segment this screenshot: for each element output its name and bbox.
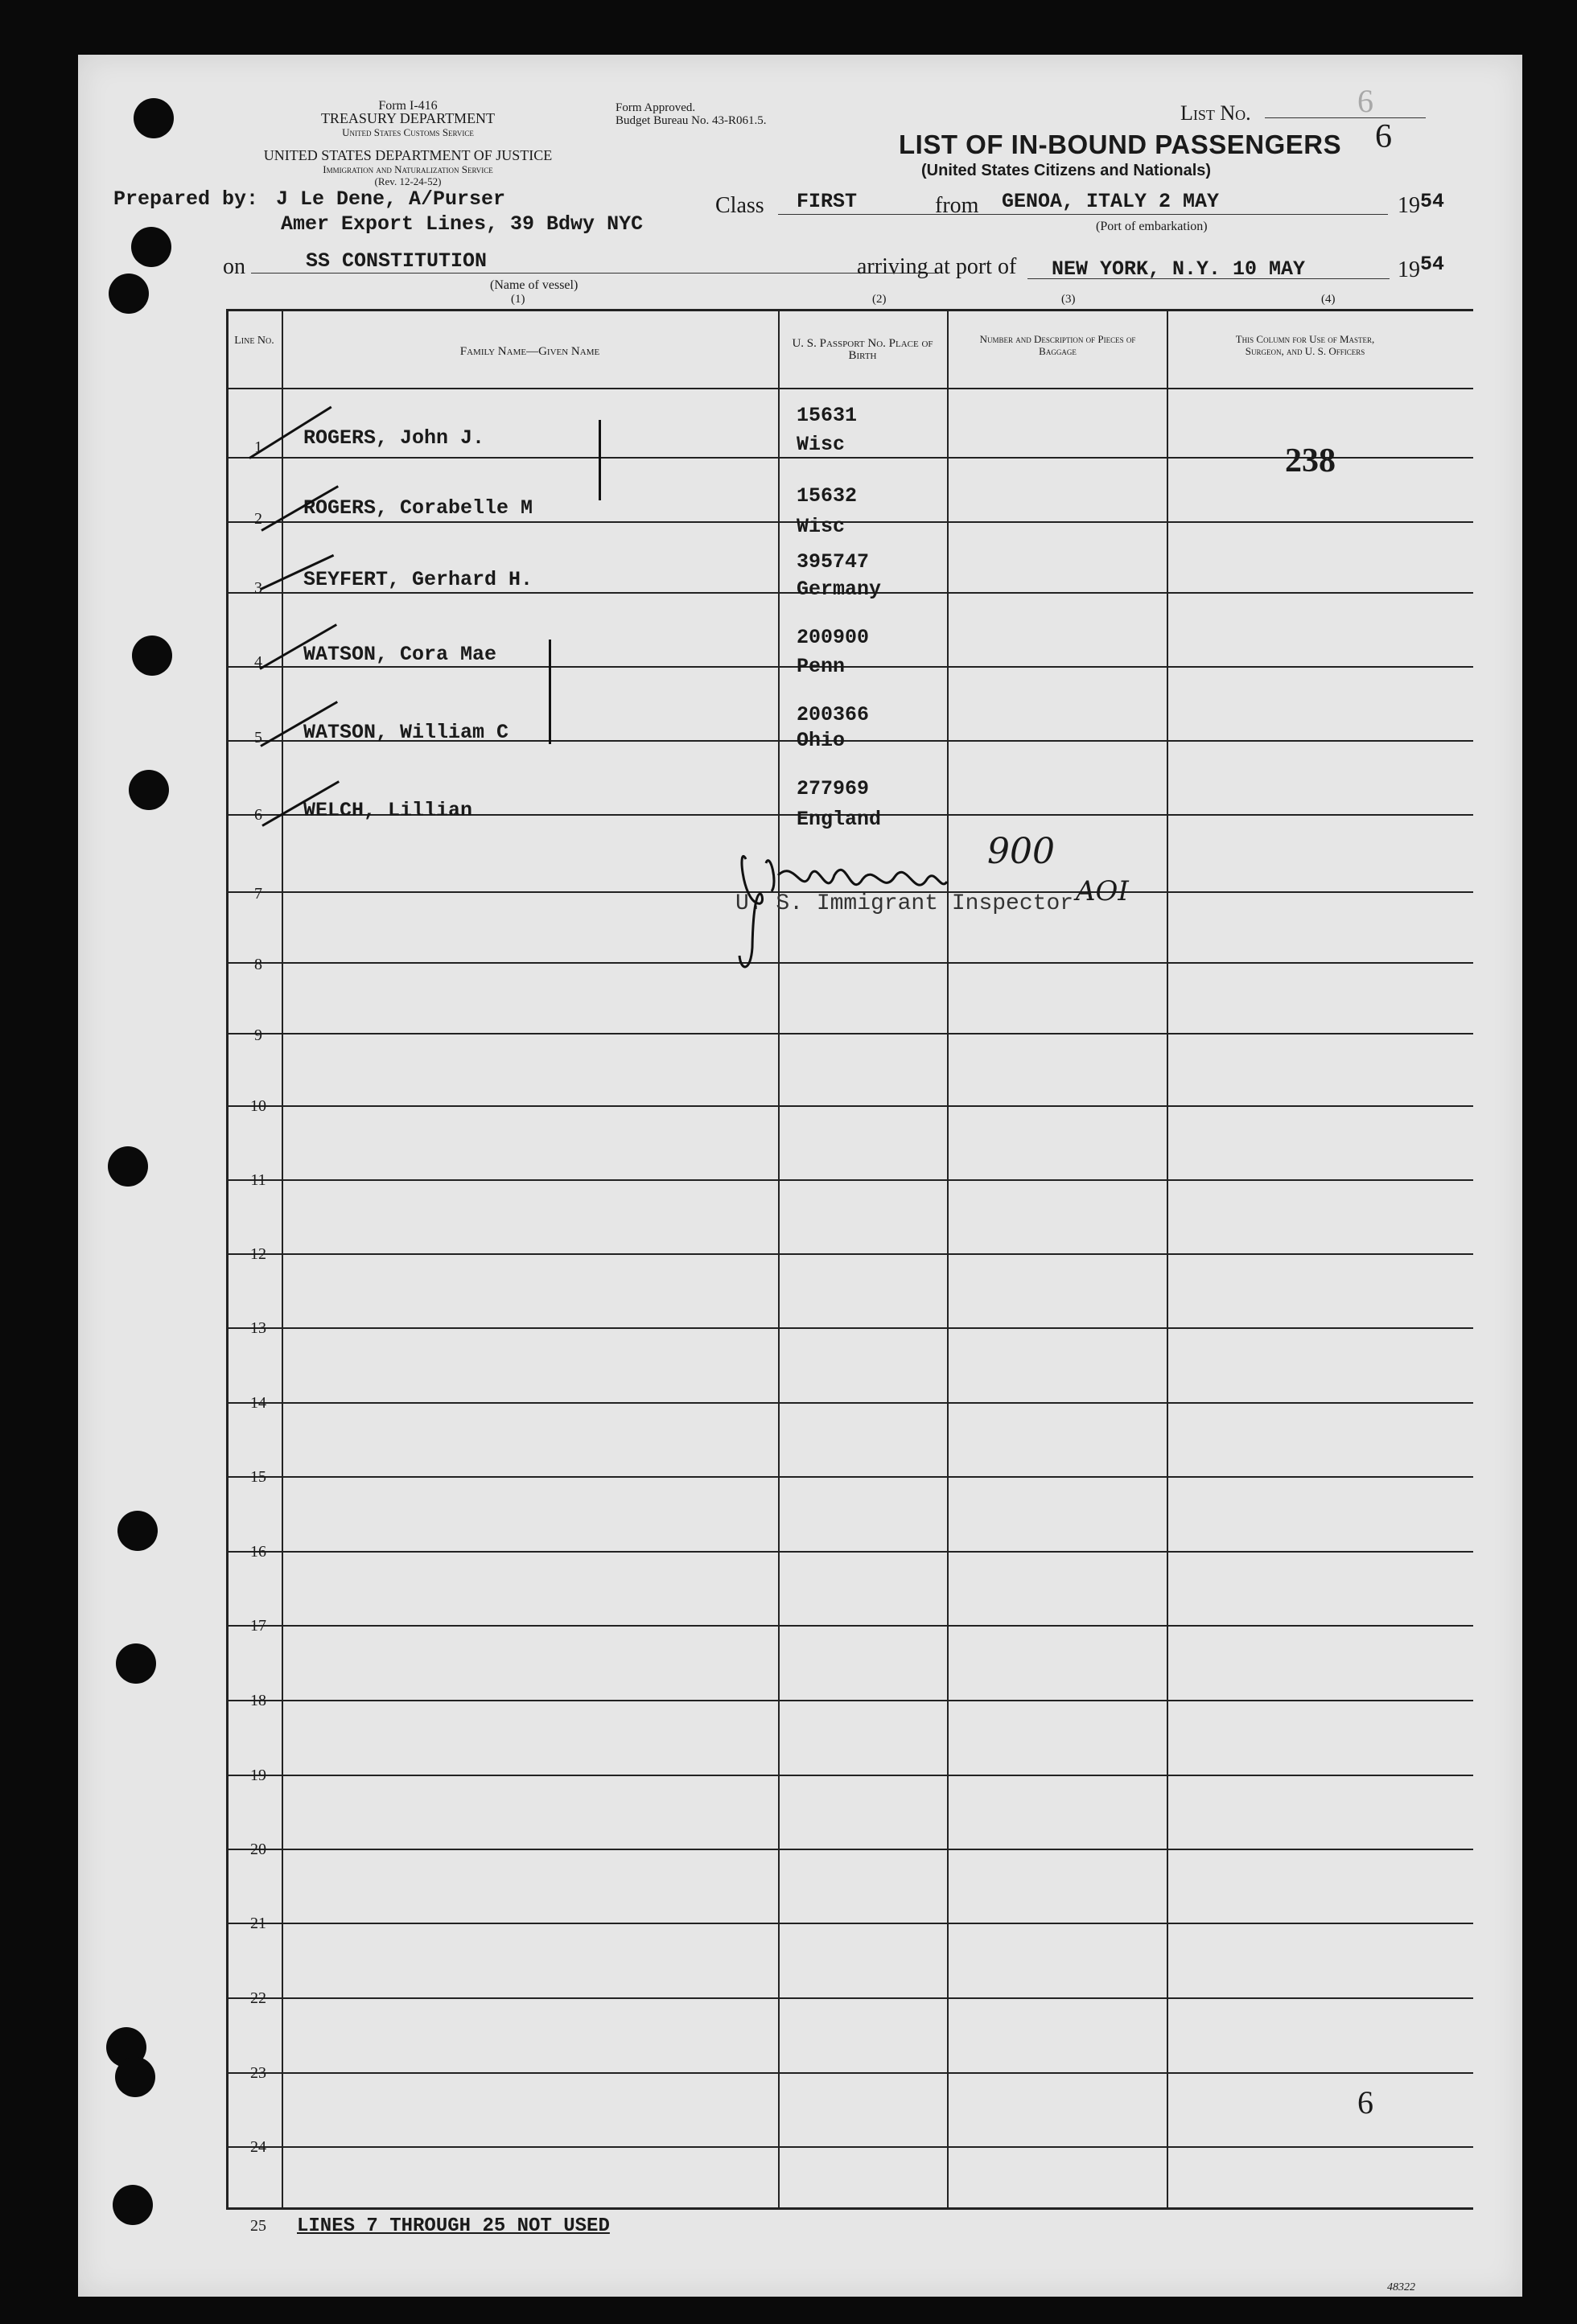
- line-number: 22: [250, 1989, 266, 2007]
- binder-hole: [131, 227, 171, 267]
- bracket-mark: [549, 640, 551, 744]
- from-year: 54: [1420, 190, 1445, 213]
- row-separator: [226, 1849, 1473, 1850]
- passport-number: 15631: [797, 404, 858, 427]
- line-number: 9: [254, 1026, 262, 1044]
- passenger-name: WATSON, William C: [303, 721, 509, 744]
- officer-number: 238: [1285, 442, 1336, 479]
- col-header-name: Family Name—Given Name: [459, 345, 600, 358]
- prepared-by-company: Amer Export Lines, 39 Bdwy NYC: [281, 212, 644, 236]
- list-no-label: List No.: [1180, 101, 1251, 125]
- line-number: 1: [254, 438, 262, 456]
- binder-hole: [108, 1146, 148, 1187]
- col-number-1: (1): [511, 293, 525, 306]
- row-separator: [226, 1923, 1473, 1924]
- row-separator: [226, 1997, 1473, 1999]
- table-header-border: [226, 388, 1473, 389]
- line-number: 13: [250, 1319, 266, 1337]
- line-number: 2: [254, 510, 262, 528]
- line-number: 3: [254, 579, 262, 597]
- vessel-underline: [251, 273, 939, 274]
- col-header-officers: This Column for Use of Master, Surgeon, and U. S. Officers: [1235, 333, 1375, 357]
- birthplace: Penn: [797, 655, 846, 678]
- prepared-by-name: J Le Dene, A/Purser: [276, 187, 506, 211]
- row-separator: [226, 1033, 1473, 1034]
- row-separator: [226, 521, 1473, 523]
- inspector-initials: AOI: [1076, 875, 1129, 907]
- arriving-label: arriving at port of: [857, 254, 1017, 279]
- table-top-border: [226, 309, 1473, 311]
- document-sheet: [78, 55, 1522, 2297]
- binder-hole: [134, 98, 174, 138]
- birthplace: Wisc: [797, 515, 846, 538]
- prepared-by-label: Prepared by:: [113, 187, 259, 211]
- passport-number: 200900: [797, 626, 870, 649]
- vessel-name: SS CONSTITUTION: [306, 249, 488, 273]
- birthplace: England: [797, 808, 882, 831]
- agency-treasury: TREASURY DEPARTMENT: [320, 110, 496, 126]
- row-separator: [226, 1105, 1473, 1107]
- line-number: 11: [250, 1171, 266, 1189]
- agency-customs: United States Customs Service: [342, 126, 474, 138]
- passenger-name: WELCH, Lillian: [303, 799, 473, 822]
- col-header-baggage: Number and Description of Pieces of Baggage: [979, 333, 1136, 357]
- birthplace: Wisc: [797, 433, 846, 456]
- binder-hole: [129, 770, 169, 810]
- line-number: 6: [254, 806, 262, 824]
- port-embarkation-label: (Port of embarkation): [1096, 220, 1208, 233]
- line-number: 7: [254, 885, 262, 903]
- line-number: 19: [250, 1767, 266, 1784]
- from-label: from: [935, 193, 979, 218]
- row-separator: [226, 1327, 1473, 1329]
- passenger-name: ROGERS, John J.: [303, 426, 485, 450]
- row-separator: [226, 666, 1473, 668]
- passport-number: 395747: [797, 550, 870, 574]
- class-label: Class: [715, 193, 764, 218]
- line-number: 16: [250, 1543, 266, 1561]
- line-number: 10: [250, 1097, 266, 1115]
- page-title: LIST OF IN-BOUND PASSENGERS: [899, 130, 1342, 159]
- line-number: 17: [250, 1617, 266, 1635]
- line-number: 12: [250, 1245, 266, 1263]
- binder-hole: [132, 636, 172, 676]
- arriving-value: NEW YORK, N.Y. 10 MAY: [1052, 257, 1306, 281]
- col-header-passport: U. S. Passport No. Place of Birth: [792, 337, 933, 362]
- passport-number: 15632: [797, 484, 858, 508]
- row-separator: [226, 1700, 1473, 1701]
- inspector-stamp: U. S. Immigrant Inspector: [735, 891, 1074, 916]
- form-revision: (Rev. 12-24-52): [374, 175, 442, 187]
- line-number: 24: [250, 2138, 266, 2156]
- bracket-mark: [599, 420, 601, 500]
- line-number: 21: [250, 1915, 266, 1932]
- binder-hole: [113, 2185, 153, 2225]
- line-number: 4: [254, 653, 262, 671]
- bottom-right-number: 6: [1357, 2084, 1373, 2120]
- row-separator: [226, 1402, 1473, 1404]
- agency-ins: Immigration and Naturalization Service: [323, 163, 493, 175]
- arriving-year: 54: [1420, 253, 1445, 276]
- inspector-signature: [730, 827, 1044, 980]
- binder-hole: [109, 274, 149, 314]
- form-approved: Form Approved.: [616, 101, 696, 114]
- row-separator: [226, 2072, 1473, 2074]
- row-separator: [226, 1551, 1473, 1553]
- col-number-3: (3): [1061, 293, 1076, 306]
- from-year-prefix: 19: [1398, 193, 1420, 218]
- inspector-time: 900: [987, 831, 1055, 872]
- class-value: FIRST: [797, 190, 858, 213]
- row-separator: [226, 1179, 1473, 1181]
- line-number: 14: [250, 1394, 266, 1412]
- arriving-year-prefix: 19: [1398, 257, 1420, 282]
- vessel-label: (Name of vessel): [490, 278, 579, 292]
- line-number: 20: [250, 1841, 266, 1858]
- table-bottom-border: [226, 2207, 1473, 2210]
- list-no-value: 6: [1375, 118, 1392, 155]
- col-header-line-no: Line No.: [234, 335, 274, 347]
- list-no-underline: [1265, 117, 1426, 118]
- not-used-note: LINES 7 THROUGH 25 NOT USED: [297, 2215, 610, 2237]
- form-number: Form I-416: [378, 99, 438, 113]
- binder-hole: [116, 1643, 156, 1684]
- line-number: 25: [250, 2217, 266, 2235]
- binder-hole: [115, 2057, 155, 2097]
- line-number: 18: [250, 1692, 266, 1709]
- birthplace: Ohio: [797, 729, 846, 752]
- birthplace: Germany: [797, 578, 882, 601]
- list-no-faint: 6: [1357, 83, 1373, 119]
- line-number: 23: [250, 2064, 266, 2082]
- line-number: 5: [254, 729, 262, 747]
- on-label: on: [223, 254, 245, 279]
- line-number: 8: [254, 956, 262, 973]
- footer-code: 48322: [1387, 2281, 1415, 2293]
- agency-justice: UNITED STATES DEPARTMENT OF JUSTICE: [263, 147, 553, 163]
- page-subtitle: (United States Citizens and Nationals): [921, 162, 1212, 179]
- arriving-underline: [1027, 278, 1390, 279]
- from-underline: [1002, 214, 1388, 215]
- passenger-name: ROGERS, Corabelle M: [303, 496, 533, 520]
- row-separator: [226, 2146, 1473, 2148]
- line-number: 15: [250, 1468, 266, 1486]
- binder-hole: [117, 1511, 158, 1551]
- passport-number: 200366: [797, 703, 870, 726]
- col-number-2: (2): [872, 293, 887, 306]
- col-number-4: (4): [1321, 293, 1336, 306]
- passenger-name: SEYFERT, Gerhard H.: [303, 568, 533, 591]
- row-separator: [226, 1476, 1473, 1478]
- row-separator: [226, 1775, 1473, 1776]
- row-separator: [226, 1625, 1473, 1627]
- budget-bureau: Budget Bureau No. 43-R061.5.: [616, 114, 767, 127]
- passenger-name: WATSON, Cora Mae: [303, 643, 497, 666]
- passport-number: 277969: [797, 777, 870, 800]
- row-separator: [226, 1253, 1473, 1255]
- from-value: GENOA, ITALY 2 MAY: [1002, 190, 1220, 213]
